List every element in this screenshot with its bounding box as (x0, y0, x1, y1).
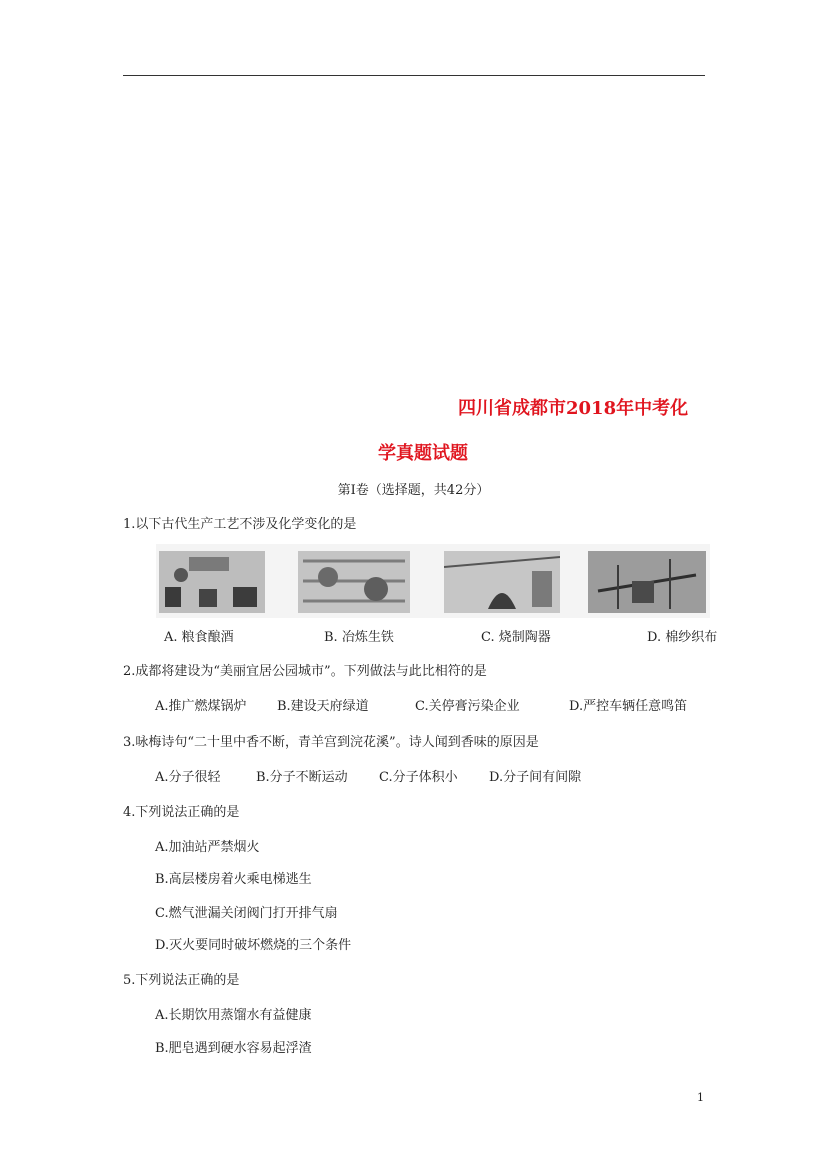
weaving-image (588, 551, 706, 613)
brewing-image (159, 551, 265, 613)
question-5-stem: 5.下列说法正确的是 (123, 973, 240, 988)
q4-option-d[interactable]: D.灭火要同时破坏燃烧的三个条件 (155, 938, 352, 953)
smelting-image (298, 551, 410, 613)
q2-option-c[interactable]: C.关停膏污染企业 (415, 699, 520, 714)
question-3-stem: 3.咏梅诗句“二十里中香不断，青羊宫到浣花溪”。诗人闻到香味的原因是 (123, 735, 539, 750)
question-1-image-strip (156, 544, 710, 618)
q4-option-b[interactable]: B.高层楼房着火乘电梯逃生 (155, 872, 312, 887)
question-4-stem: 4.下列说法正确的是 (123, 805, 240, 820)
q4-option-c[interactable]: C.燃气泄漏关闭阀门打开排气扇 (155, 906, 338, 921)
q1-option-b[interactable]: B. 冶炼生铁 (324, 630, 394, 645)
header-rule (123, 75, 705, 76)
q3-option-d[interactable]: D.分子间有间隙 (489, 770, 582, 785)
question-1-stem: 1.以下古代生产工艺不涉及化学变化的是 (123, 517, 357, 532)
page-number: 1 (697, 1091, 704, 1104)
q3-option-c[interactable]: C.分子体积小 (379, 770, 458, 785)
q1-option-c[interactable]: C. 烧制陶器 (481, 630, 551, 645)
title-line-1: 四川省成都市2018年中考化 (458, 398, 689, 419)
q5-option-a[interactable]: A.长期饮用蒸馏水有益健康 (155, 1008, 312, 1023)
q5-option-b[interactable]: B.肥皂遇到硬水容易起浮渣 (155, 1041, 312, 1056)
q3-option-a[interactable]: A.分子很轻 (155, 770, 221, 785)
pottery-image (444, 551, 560, 613)
section-heading: 第Ⅰ卷（选择题，共42分） (337, 483, 490, 498)
title-line-2: 学真题试题 (378, 443, 468, 464)
question-2-stem: 2.成都将建设为“美丽宜居公园城市”。下列做法与此比相符的是 (123, 664, 487, 679)
q2-option-a[interactable]: A.推广燃煤锅炉 (155, 699, 247, 714)
q1-option-a[interactable]: A. 粮食酿酒 (164, 630, 234, 645)
q2-option-b[interactable]: B.建设天府绿道 (277, 699, 369, 714)
q4-option-a[interactable]: A.加油站严禁烟火 (155, 840, 260, 855)
q3-option-b[interactable]: B.分子不断运动 (256, 770, 348, 785)
q2-option-d[interactable]: D.严控车辆任意鸣笛 (569, 699, 688, 714)
q1-option-d[interactable]: D. 棉纱织布 (647, 630, 718, 645)
